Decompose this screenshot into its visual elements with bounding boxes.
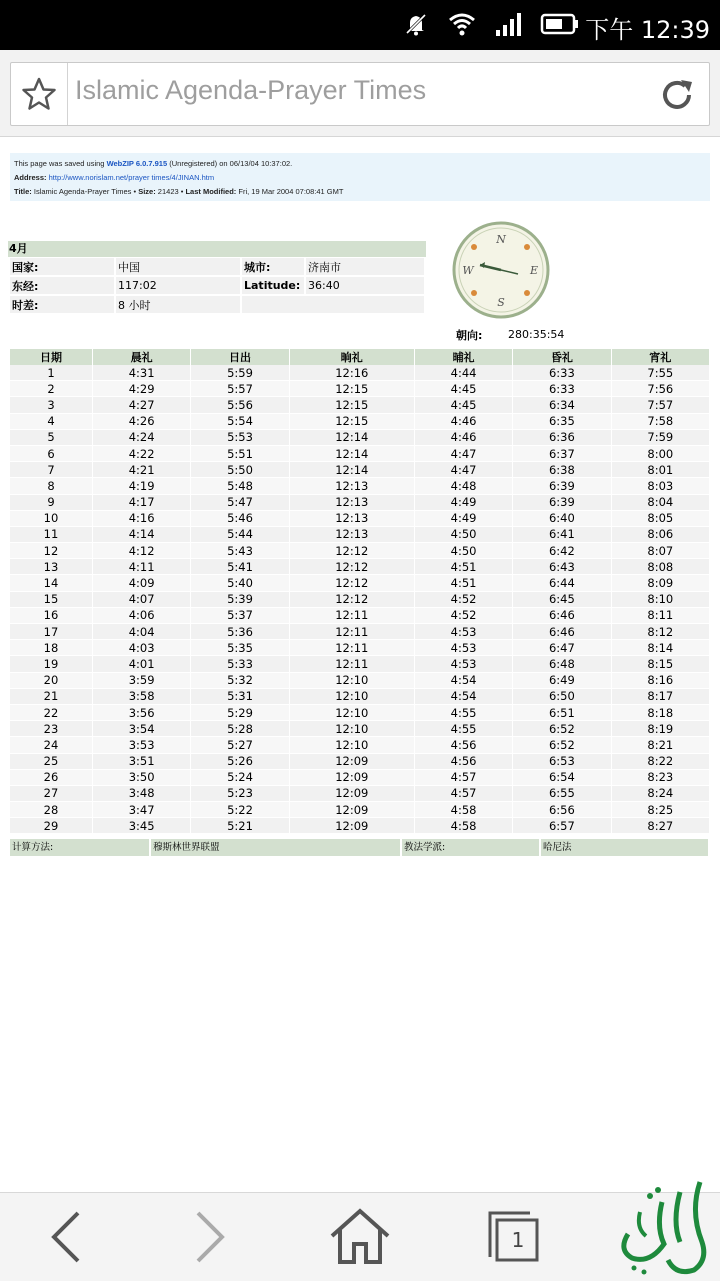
table-cell: 7:55 xyxy=(611,365,709,381)
bell-muted-icon xyxy=(402,10,430,38)
home-icon xyxy=(329,1208,391,1266)
table-cell: 4:04 xyxy=(92,624,190,640)
table-cell: 4:06 xyxy=(92,607,190,623)
table-cell: 6:33 xyxy=(513,381,611,397)
table-cell: 12:09 xyxy=(289,753,414,769)
table-cell: 4:26 xyxy=(92,413,190,429)
tab-count: 1 xyxy=(511,1228,525,1252)
table-cell: 4:58 xyxy=(414,818,512,834)
table-cell: 7:56 xyxy=(611,381,709,397)
status-icons xyxy=(402,10,580,38)
table-cell: 12:14 xyxy=(289,429,414,445)
country-value: 中国 xyxy=(116,258,240,275)
table-row xyxy=(10,607,710,623)
table-cell: 3:56 xyxy=(92,704,190,720)
table-row xyxy=(10,462,710,478)
save-info-line1: This page was saved using WebZIP 6.0.7.915 (Unregistered) on 06/13/04 10:37:02. xyxy=(14,159,293,168)
column-header: 昏礼 xyxy=(513,349,611,365)
table-cell: 12:12 xyxy=(289,575,414,591)
table-cell: 6:37 xyxy=(513,445,611,461)
url-box[interactable] xyxy=(10,62,710,126)
table-cell: 6:39 xyxy=(513,478,611,494)
webzip-save-info xyxy=(10,153,710,201)
longitude-label: 东经: xyxy=(10,277,114,294)
table-row xyxy=(10,494,710,510)
column-header: 日出 xyxy=(191,349,289,365)
table-cell: 5:28 xyxy=(191,721,289,737)
table-cell: 4:51 xyxy=(414,575,512,591)
country-label: 国家: xyxy=(10,258,114,275)
table-row xyxy=(10,543,710,559)
table-cell: 6:45 xyxy=(513,591,611,607)
tabs-button[interactable] xyxy=(482,1205,546,1269)
empty-cell xyxy=(242,296,424,313)
table-cell: 12:12 xyxy=(289,543,414,559)
reload-button[interactable] xyxy=(655,73,699,117)
table-cell: 8:15 xyxy=(611,656,709,672)
table-cell: 12:10 xyxy=(289,672,414,688)
table-cell: 4:47 xyxy=(414,462,512,478)
table-cell: 12:15 xyxy=(289,413,414,429)
table-cell: 6:52 xyxy=(513,721,611,737)
table-cell: 5:32 xyxy=(191,672,289,688)
table-cell: 4:53 xyxy=(414,640,512,656)
table-cell: 3:51 xyxy=(92,753,190,769)
table-cell: 12:13 xyxy=(289,494,414,510)
table-row xyxy=(10,688,710,704)
table-cell: 5:33 xyxy=(191,656,289,672)
table-cell: 4:53 xyxy=(414,656,512,672)
table-cell: 6:44 xyxy=(513,575,611,591)
table-cell: 8:10 xyxy=(611,591,709,607)
table-cell: 8:04 xyxy=(611,494,709,510)
table-cell: 5:53 xyxy=(191,429,289,445)
table-cell: 6:36 xyxy=(513,429,611,445)
school-label: 教法学派: xyxy=(402,839,539,856)
method-footer xyxy=(10,839,710,856)
table-cell: 14 xyxy=(10,575,92,591)
table-cell: 24 xyxy=(10,737,92,753)
bearing-value: 280:35:54 xyxy=(508,328,565,341)
table-cell: 4:12 xyxy=(92,543,190,559)
table-cell: 8:22 xyxy=(611,753,709,769)
table-cell: 6:49 xyxy=(513,672,611,688)
table-cell: 5:37 xyxy=(191,607,289,623)
location-info xyxy=(8,241,426,315)
school-value: 哈尼法 xyxy=(541,839,708,856)
table-cell: 8:12 xyxy=(611,624,709,640)
table-cell: 5:39 xyxy=(191,591,289,607)
table-cell: 5 xyxy=(10,429,92,445)
address-bar xyxy=(0,50,720,137)
table-cell: 4:56 xyxy=(414,753,512,769)
table-cell: 4:24 xyxy=(92,429,190,445)
table-cell: 8:09 xyxy=(611,575,709,591)
column-header: 晌礼 xyxy=(289,349,414,365)
table-row xyxy=(10,769,710,785)
table-cell: 5:50 xyxy=(191,462,289,478)
table-cell: 5:51 xyxy=(191,445,289,461)
table-cell: 12 xyxy=(10,543,92,559)
longitude-value: 117:02 xyxy=(116,277,240,294)
save-info-title: Title: Islamic Agenda-Prayer Times • Size: 21423 • Last Modified: Fri, 19 Mar 2004 07:08:41 GMT xyxy=(14,187,344,196)
table-cell: 4:29 xyxy=(92,381,190,397)
table-cell: 12:12 xyxy=(289,559,414,575)
signal-icon xyxy=(494,10,522,38)
table-row xyxy=(10,381,710,397)
table-cell: 9 xyxy=(10,494,92,510)
bookmark-star-button[interactable] xyxy=(11,63,68,125)
table-cell: 6:46 xyxy=(513,607,611,623)
table-cell: 8:19 xyxy=(611,721,709,737)
month-title: 4月 xyxy=(8,241,426,257)
table-cell: 8:21 xyxy=(611,737,709,753)
table-header-row xyxy=(10,349,710,365)
table-cell: 19 xyxy=(10,656,92,672)
table-cell: 4:27 xyxy=(92,397,190,413)
table-cell: 4:03 xyxy=(92,640,190,656)
address-link[interactable]: http://www.norislam.net/prayer times/4/JINAN.htm xyxy=(46,173,215,182)
table-row xyxy=(10,591,710,607)
table-cell: 8:05 xyxy=(611,510,709,526)
compass-n: N xyxy=(496,233,506,246)
compass-e: E xyxy=(529,264,539,277)
table-cell: 12:10 xyxy=(289,721,414,737)
table-row xyxy=(10,445,710,461)
table-row xyxy=(10,656,710,672)
table-cell: 6:54 xyxy=(513,769,611,785)
table-cell: 3:53 xyxy=(92,737,190,753)
table-cell: 4:50 xyxy=(414,526,512,542)
table-cell: 12:15 xyxy=(289,397,414,413)
table-row xyxy=(10,429,710,445)
compass-icon xyxy=(452,221,550,319)
table-row xyxy=(10,624,710,640)
table-cell: 7 xyxy=(10,462,92,478)
wifi-icon xyxy=(448,10,476,38)
table-cell: 8:16 xyxy=(611,672,709,688)
table-cell: 4:16 xyxy=(92,510,190,526)
table-cell: 12:14 xyxy=(289,445,414,461)
table-cell: 18 xyxy=(10,640,92,656)
column-header: 晨礼 xyxy=(92,349,190,365)
table-cell: 4:47 xyxy=(414,445,512,461)
method-value: 穆斯林世界联盟 xyxy=(151,839,400,856)
column-header: 日期 xyxy=(10,349,92,365)
table-cell: 4:45 xyxy=(414,381,512,397)
table-cell: 6 xyxy=(10,445,92,461)
table-cell: 4:49 xyxy=(414,494,512,510)
table-cell: 5:29 xyxy=(191,704,289,720)
table-cell: 21 xyxy=(10,688,92,704)
table-cell: 8:01 xyxy=(611,462,709,478)
table-cell: 6:53 xyxy=(513,753,611,769)
table-cell: 4 xyxy=(10,413,92,429)
table-cell: 5:23 xyxy=(191,785,289,801)
table-cell: 2 xyxy=(10,381,92,397)
table-cell: 6:57 xyxy=(513,818,611,834)
table-cell: 12:14 xyxy=(289,462,414,478)
table-cell: 4:07 xyxy=(92,591,190,607)
table-cell: 4:51 xyxy=(414,559,512,575)
table-cell: 6:41 xyxy=(513,526,611,542)
table-cell: 11 xyxy=(10,526,92,542)
table-row xyxy=(10,640,710,656)
timezone-value: 8 小时 xyxy=(116,296,240,313)
table-cell: 5:26 xyxy=(191,753,289,769)
table-cell: 6:39 xyxy=(513,494,611,510)
table-cell: 4:56 xyxy=(414,737,512,753)
table-cell: 4:46 xyxy=(414,429,512,445)
table-cell: 3:48 xyxy=(92,785,190,801)
table-cell: 8:11 xyxy=(611,607,709,623)
table-row xyxy=(10,737,710,753)
table-cell: 5:43 xyxy=(191,543,289,559)
location-table xyxy=(8,256,426,315)
table-cell: 28 xyxy=(10,802,92,818)
table-cell: 4:19 xyxy=(92,478,190,494)
table-cell: 6:42 xyxy=(513,543,611,559)
table-cell: 4:11 xyxy=(92,559,190,575)
compass-s: S xyxy=(497,296,505,309)
table-cell: 4:49 xyxy=(414,510,512,526)
table-cell: 8:06 xyxy=(611,526,709,542)
table-row xyxy=(10,672,710,688)
table-cell: 12:09 xyxy=(289,785,414,801)
table-cell: 1 xyxy=(10,365,92,381)
table-cell: 5:31 xyxy=(191,688,289,704)
city-value: 济南市 xyxy=(306,258,424,275)
table-cell: 12:09 xyxy=(289,802,414,818)
table-cell: 29 xyxy=(10,818,92,834)
table-cell: 4:14 xyxy=(92,526,190,542)
table-row xyxy=(10,753,710,769)
table-cell: 10 xyxy=(10,510,92,526)
table-cell: 12:11 xyxy=(289,607,414,623)
table-cell: 7:59 xyxy=(611,429,709,445)
web-content[interactable] xyxy=(0,137,720,1192)
table-cell: 22 xyxy=(10,704,92,720)
home-button[interactable] xyxy=(328,1205,392,1269)
table-cell: 4:57 xyxy=(414,769,512,785)
table-cell: 3:50 xyxy=(92,769,190,785)
table-cell: 13 xyxy=(10,559,92,575)
table-cell: 4:17 xyxy=(92,494,190,510)
table-cell: 3:47 xyxy=(92,802,190,818)
table-cell: 12:15 xyxy=(289,381,414,397)
table-cell: 4:45 xyxy=(414,397,512,413)
table-cell: 5:36 xyxy=(191,624,289,640)
table-row xyxy=(10,802,710,818)
table-row xyxy=(10,818,710,834)
table-cell: 5:47 xyxy=(191,494,289,510)
table-cell: 8:24 xyxy=(611,785,709,801)
table-row xyxy=(10,397,710,413)
table-cell: 23 xyxy=(10,721,92,737)
table-cell: 4:55 xyxy=(414,721,512,737)
table-cell: 6:35 xyxy=(513,413,611,429)
battery-icon xyxy=(540,10,580,38)
table-cell: 5:57 xyxy=(191,381,289,397)
table-cell: 8:18 xyxy=(611,704,709,720)
table-cell: 4:01 xyxy=(92,656,190,672)
table-cell: 12:13 xyxy=(289,510,414,526)
table-cell: 4:48 xyxy=(414,478,512,494)
table-cell: 27 xyxy=(10,785,92,801)
table-cell: 5:24 xyxy=(191,769,289,785)
back-button[interactable] xyxy=(34,1205,98,1269)
table-cell: 8:27 xyxy=(611,818,709,834)
city-label: 城市: xyxy=(242,258,304,275)
table-cell: 6:52 xyxy=(513,737,611,753)
table-cell: 4:53 xyxy=(414,624,512,640)
table-cell: 12:13 xyxy=(289,478,414,494)
latitude-value: 36:40 xyxy=(306,277,424,294)
table-cell: 6:50 xyxy=(513,688,611,704)
table-cell: 5:22 xyxy=(191,802,289,818)
table-cell: 17 xyxy=(10,624,92,640)
webzip-link[interactable]: WebZIP 6.0.7.915 xyxy=(106,159,168,168)
table-cell: 12:11 xyxy=(289,656,414,672)
table-cell: 12:11 xyxy=(289,624,414,640)
star-icon xyxy=(21,76,57,112)
table-cell: 4:55 xyxy=(414,704,512,720)
table-cell: 6:38 xyxy=(513,462,611,478)
save-info-address: Address: http://www.norislam.net/prayer times/4/JINAN.htm xyxy=(14,173,215,182)
table-cell: 4:54 xyxy=(414,672,512,688)
table-cell: 4:58 xyxy=(414,802,512,818)
forward-arrow-icon xyxy=(190,1209,230,1265)
table-row xyxy=(10,510,710,526)
table-cell: 12:12 xyxy=(289,591,414,607)
table-cell: 12:09 xyxy=(289,818,414,834)
table-cell: 25 xyxy=(10,753,92,769)
table-cell: 20 xyxy=(10,672,92,688)
page-title[interactable]: Islamic Agenda-Prayer Times xyxy=(75,75,427,105)
table-cell: 12:11 xyxy=(289,640,414,656)
table-cell: 4:50 xyxy=(414,543,512,559)
column-header: 宵礼 xyxy=(611,349,709,365)
table-cell: 12:13 xyxy=(289,526,414,542)
table-cell: 3:58 xyxy=(92,688,190,704)
status-bar xyxy=(0,0,720,50)
table-cell: 5:35 xyxy=(191,640,289,656)
table-cell: 4:52 xyxy=(414,591,512,607)
table-cell: 5:59 xyxy=(191,365,289,381)
latitude-label: Latitude: xyxy=(242,277,304,294)
table-cell: 15 xyxy=(10,591,92,607)
table-cell: 7:58 xyxy=(611,413,709,429)
table-cell: 5:40 xyxy=(191,575,289,591)
table-cell: 5:54 xyxy=(191,413,289,429)
table-cell: 12:09 xyxy=(289,769,414,785)
table-cell: 12:10 xyxy=(289,688,414,704)
table-cell: 5:44 xyxy=(191,526,289,542)
table-cell: 7:57 xyxy=(611,397,709,413)
table-cell: 4:22 xyxy=(92,445,190,461)
table-row xyxy=(10,785,710,801)
table-cell: 6:55 xyxy=(513,785,611,801)
table-cell: 4:09 xyxy=(92,575,190,591)
table-cell: 12:16 xyxy=(289,365,414,381)
table-cell: 4:57 xyxy=(414,785,512,801)
table-cell: 8:08 xyxy=(611,559,709,575)
table-cell: 3:54 xyxy=(92,721,190,737)
table-cell: 8:00 xyxy=(611,445,709,461)
table-cell: 26 xyxy=(10,769,92,785)
table-cell: 8 xyxy=(10,478,92,494)
table-cell: 4:46 xyxy=(414,413,512,429)
table-cell: 6:48 xyxy=(513,656,611,672)
table-cell: 8:14 xyxy=(611,640,709,656)
table-cell: 3:45 xyxy=(92,818,190,834)
table-cell: 4:21 xyxy=(92,462,190,478)
timezone-label: 时差: xyxy=(10,296,114,313)
table-row xyxy=(10,365,710,381)
table-row xyxy=(10,413,710,429)
table-row xyxy=(10,559,710,575)
table-cell: 8:03 xyxy=(611,478,709,494)
table-row xyxy=(10,704,710,720)
table-cell: 6:56 xyxy=(513,802,611,818)
table-cell: 4:44 xyxy=(414,365,512,381)
table-cell: 6:43 xyxy=(513,559,611,575)
table-cell: 12:10 xyxy=(289,737,414,753)
method-label: 计算方法: xyxy=(10,839,149,856)
table-cell: 5:21 xyxy=(191,818,289,834)
table-cell: 4:54 xyxy=(414,688,512,704)
compass-w: W xyxy=(462,264,474,277)
table-cell: 12:10 xyxy=(289,704,414,720)
prayer-times-table xyxy=(10,349,710,834)
arabic-calligraphy-watermark xyxy=(610,1172,718,1280)
table-cell: 4:52 xyxy=(414,607,512,623)
table-cell: 5:48 xyxy=(191,478,289,494)
bearing-label: 朝向: xyxy=(456,329,483,342)
table-row xyxy=(10,526,710,542)
back-arrow-icon xyxy=(46,1209,86,1265)
table-cell: 16 xyxy=(10,607,92,623)
table-cell: 3:59 xyxy=(92,672,190,688)
table-cell: 6:33 xyxy=(513,365,611,381)
forward-button[interactable] xyxy=(178,1205,242,1269)
table-body xyxy=(10,365,710,834)
table-row xyxy=(10,721,710,737)
table-cell: 6:51 xyxy=(513,704,611,720)
reload-icon xyxy=(659,77,695,113)
table-cell: 3 xyxy=(10,397,92,413)
table-cell: 5:46 xyxy=(191,510,289,526)
table-cell: 4:31 xyxy=(92,365,190,381)
table-cell: 6:40 xyxy=(513,510,611,526)
column-header: 晡礼 xyxy=(414,349,512,365)
table-row xyxy=(10,478,710,494)
table-cell: 5:41 xyxy=(191,559,289,575)
table-row xyxy=(10,575,710,591)
table-cell: 5:27 xyxy=(191,737,289,753)
table-cell: 6:47 xyxy=(513,640,611,656)
table-cell: 6:46 xyxy=(513,624,611,640)
table-cell: 6:34 xyxy=(513,397,611,413)
table-cell: 8:17 xyxy=(611,688,709,704)
table-cell: 8:23 xyxy=(611,769,709,785)
table-cell: 8:07 xyxy=(611,543,709,559)
table-cell: 8:25 xyxy=(611,802,709,818)
table-cell: 5:56 xyxy=(191,397,289,413)
status-time: 下午 12:39 xyxy=(585,16,710,44)
